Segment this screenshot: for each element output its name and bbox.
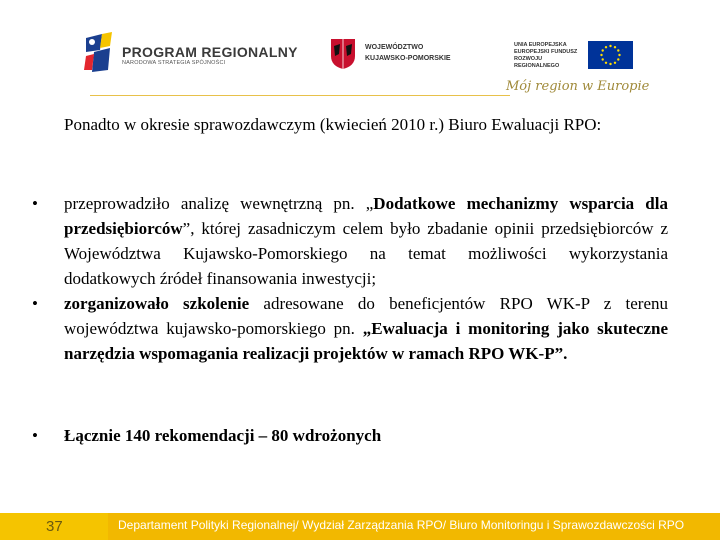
eu-flag-icon bbox=[588, 41, 633, 69]
intro-paragraph: Ponadto w okresie sprawozdawczym (kwiecień 2010 r.) Biuro Ewaluacji RPO: bbox=[64, 115, 602, 134]
bullet-icon: • bbox=[32, 294, 38, 313]
eu-fund-text: UNIA EUROPEJSKA EUROPEJSKI FUNDUSZ ROZWOJU REGIONALNEGO bbox=[514, 42, 578, 69]
slogan: Mój region w Europie bbox=[506, 79, 650, 94]
region-name-line1: WOJEWÓDZTWO bbox=[365, 44, 424, 51]
program-title: PROGRAM REGIONALNY bbox=[122, 44, 298, 60]
bullet1-text-end: ”, której zasadniczym celem było zbadanie opinii przedsiębiorców z Województwa Kujawsko-Pomorskiego na temat możliwości wykorzystania dodatkowych źródeł finansowania inwestycji; bbox=[64, 219, 668, 288]
bullet-icon: • bbox=[32, 194, 38, 213]
list-item bbox=[32, 191, 668, 291]
bullet1-bold-title: Dodatkowe mechanizmy wsparcia dla przedsiębiorców bbox=[64, 194, 668, 238]
bullet2-text-middle: adresowane do beneficjentów RPO WK-P z terenu województwa kujawsko-pomorskiego pn. bbox=[64, 294, 668, 338]
header bbox=[0, 0, 720, 105]
list-item bbox=[32, 291, 668, 366]
bullet-icon: • bbox=[32, 426, 38, 445]
header-divider bbox=[90, 95, 510, 96]
list-item bbox=[32, 423, 381, 448]
footer bbox=[0, 513, 720, 540]
bullet3-text: Łącznie 140 rekomendacji – 80 wdrożonych bbox=[64, 426, 382, 445]
bullet-list bbox=[32, 191, 668, 366]
bullet1-text-start: przeprowadziło analizę wewnętrzną pn. „ bbox=[64, 194, 374, 213]
footer-text: Departament Polityki Regionalnej/ Wydział Zarządzania RPO/ Biuro Monitoringu i Sprawozdawczości RPO bbox=[118, 518, 685, 532]
page-number: 37 bbox=[46, 518, 63, 535]
bullet2-bold-start: zorganizowało szkolenie bbox=[64, 294, 250, 313]
bullet2-bold-title: „Ewaluacja i monitoring jako skuteczne narzędzia wspomagania realizacji projektów w ramach RPO WK-P”. bbox=[64, 319, 668, 363]
region-crest-icon bbox=[330, 38, 356, 70]
region-name-line2: KUJAWSKO-POMORSKIE bbox=[365, 55, 451, 62]
program-subtitle: NARODOWA STRATEGIA SPÓJNOŚCI bbox=[122, 60, 226, 66]
